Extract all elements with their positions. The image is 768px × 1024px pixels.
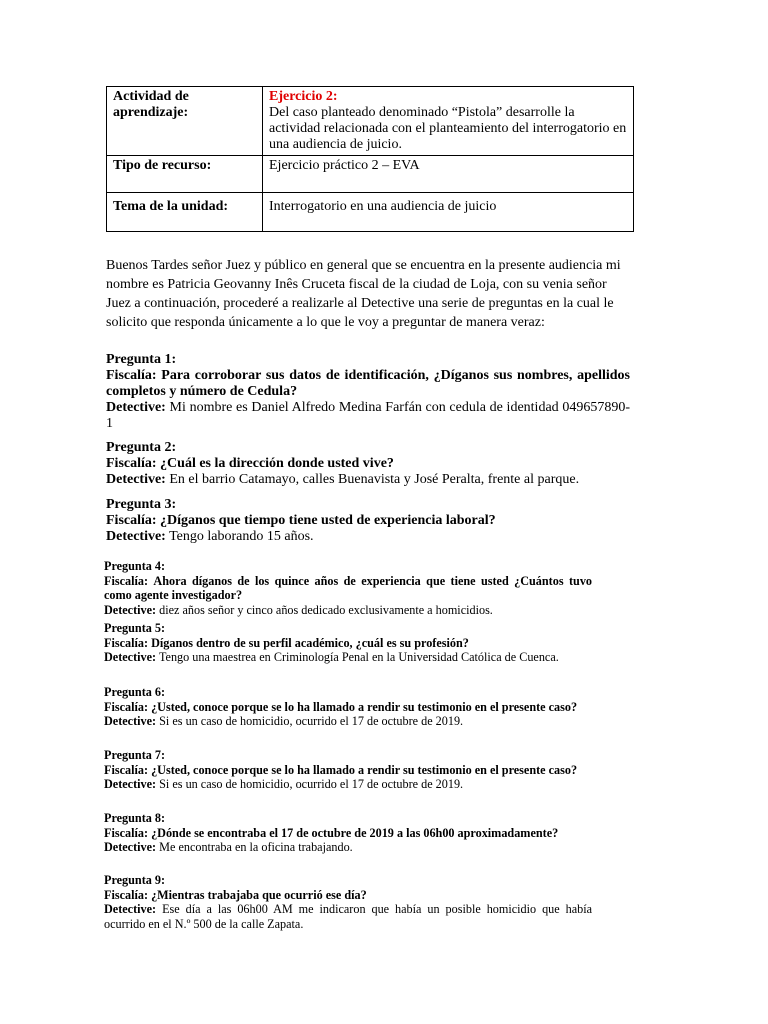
fiscal-label: Fiscalía: — [104, 573, 149, 588]
table-row — [107, 193, 634, 232]
detective-label: Detective: — [106, 400, 166, 415]
table-row — [107, 87, 634, 156]
detective-label: Detective: — [106, 529, 166, 544]
table-row — [107, 156, 634, 193]
unit-topic-value: Interrogatorio en una audiencia de juicio — [263, 193, 634, 232]
activity-label: Actividad de aprendizaje: — [107, 87, 263, 156]
answer-text: Si es un caso de homicidio, ocurrido el 17 de octubre de 2019. — [159, 714, 464, 729]
question-block — [104, 748, 592, 792]
resource-type-label: Tipo de recurso: — [107, 156, 263, 193]
answer-text: En el barrio Catamayo, calles Buenavista y José Peralta, frente al parque. — [169, 472, 580, 487]
fiscal-label: Fiscalía: — [104, 887, 149, 902]
detective-label: Detective: — [104, 650, 157, 665]
unit-topic-label: Tema de la unidad: — [107, 193, 263, 232]
detective-label: Detective: — [104, 714, 157, 729]
answer-text: Mi nombre es Daniel Alfredo Medina Farfán con cedula de identidad 049657890-1 — [106, 400, 631, 431]
question-title: Pregunta 2: — [106, 440, 177, 455]
question-title: Pregunta 3: — [106, 497, 177, 512]
detective-label: Detective: — [104, 777, 157, 792]
detective-label: Detective: — [104, 840, 157, 855]
question-block — [106, 352, 630, 432]
question-text: Díganos dentro de su perfil académico, ¿cuál es su profesión? — [151, 635, 469, 650]
question-title: Pregunta 5: — [104, 621, 166, 635]
activity-cell — [263, 87, 634, 156]
question-title: Pregunta 4: — [104, 559, 166, 573]
fiscal-label: Fiscalía: — [106, 456, 157, 471]
answer-text: Si es un caso de homicidio, ocurrido el 17 de octubre de 2019. — [159, 777, 464, 792]
question-text: ¿Díganos que tiempo tiene usted de experiencia laboral? — [160, 513, 496, 528]
resource-type-value: Ejercicio práctico 2 – EVA — [263, 156, 634, 193]
activity-table — [106, 86, 634, 232]
question-title: Pregunta 9: — [104, 873, 166, 887]
question-block — [104, 559, 592, 617]
answer-text: Ese día a las 06h00 AM me indicaron que había un posible homicidio que había ocurrido en el N.º 500 de la calle Zapata. — [104, 902, 593, 931]
question-text: ¿Dónde se encontraba el 17 de octubre de 2019 a las 06h00 aproximadamente? — [151, 825, 559, 840]
activity-description: Del caso planteado denominado “Pistola” desarrolle la actividad relacionada con el planteamiento del interrogatorio en una audiencia de juicio. — [269, 105, 627, 152]
fiscal-label: Fiscalía: — [106, 368, 157, 383]
answer-text: diez años señor y cinco años dedicado exclusivamente a homicidios. — [159, 602, 493, 617]
question-block — [106, 497, 630, 545]
question-block — [104, 873, 592, 931]
question-text: ¿Usted, conoce porque se lo ha llamado a rendir su testimonio en el presente caso? — [151, 699, 578, 714]
question-title: Pregunta 1: — [106, 352, 177, 367]
fiscal-label: Fiscalía: — [104, 635, 149, 650]
question-title: Pregunta 6: — [104, 685, 166, 699]
answer-text: Tengo una maestrea en Criminología Penal en la Universidad Católica de Cuenca. — [158, 650, 559, 665]
detective-label: Detective: — [106, 472, 166, 487]
question-block — [106, 440, 630, 488]
fiscal-label: Fiscalía: — [104, 762, 149, 777]
fiscal-label: Fiscalía: — [104, 699, 149, 714]
question-text: Ahora díganos de los quince años de experiencia que tiene usted ¿Cuántos tuvo como agente investigador? — [104, 573, 592, 603]
question-text: ¿Usted, conoce porque se lo ha llamado a rendir su testimonio en el presente caso? — [151, 762, 578, 777]
question-block — [104, 685, 592, 729]
question-text: ¿Mientras trabajaba que ocurrió ese día? — [151, 887, 367, 902]
detective-label: Detective: — [104, 602, 157, 617]
question-title: Pregunta 7: — [104, 748, 166, 762]
fiscal-label: Fiscalía: — [104, 825, 149, 840]
exercise-title: Ejercicio 2: — [269, 89, 338, 104]
fiscal-label: Fiscalía: — [106, 513, 157, 528]
question-block — [104, 811, 592, 855]
question-title: Pregunta 8: — [104, 811, 166, 825]
answer-text: Me encontraba en la oficina trabajando. — [159, 840, 353, 855]
question-text: Para corroborar sus datos de identificación, ¿Díganos sus nombres, apellidos completos y número de Cedula? — [106, 368, 630, 399]
intro-paragraph: Buenos Tardes señor Juez y público en general que se encuentra en la presente audiencia mi nombre es Patricia Geovanny Inês Cruceta fiscal de la ciudad de Loja, con su venia señor Juez a continuación, procederé a realizarle al Detective una serie de preguntas en la cual le solicito que responda únicamente a lo que le voy a preguntar de manera veraz: — [106, 258, 621, 330]
question-text: ¿Cuál es la dirección donde usted vive? — [160, 456, 394, 471]
answer-text: Tengo laborando 15 años. — [169, 529, 314, 544]
detective-label: Detective: — [104, 902, 157, 917]
question-block — [104, 621, 592, 665]
